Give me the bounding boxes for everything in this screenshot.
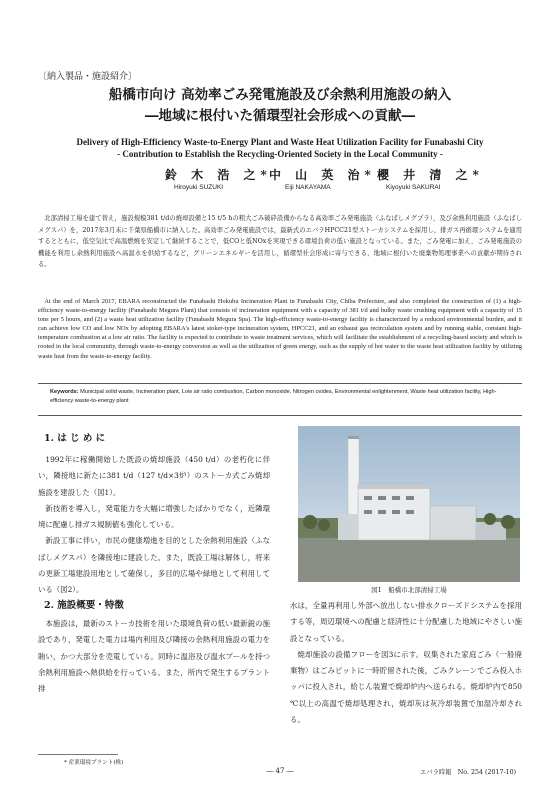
right-column-body	[290, 598, 522, 728]
author-name-ja: 鈴 木 浩 之*	[165, 168, 272, 182]
plant-photo	[298, 426, 520, 582]
title-en-line2: - Contribution to Establish the Recycling-Oriented Society in the Local Community -	[117, 149, 443, 159]
divider	[38, 415, 522, 416]
footnote: * 産業環境プラント(株)	[64, 760, 124, 766]
keywords	[50, 388, 515, 405]
title-english	[0, 136, 560, 160]
paragraph: 1992年に稼働開始した既設の焼却施設（450 t/d）の老朽化に伴い，隣接地に新たに381 t/d（127 t/d×3炉）のストーカ式ごみ焼却施設を建設した（図1）。	[38, 455, 270, 497]
author-name-en: Kiyoyuki SAKURAI	[386, 184, 441, 191]
footnote-divider	[38, 754, 118, 755]
title-japanese	[0, 85, 560, 127]
section-1-heading: 1. は じ め に	[44, 433, 106, 444]
author-name-en: Hiroyuki SUZUKI	[174, 184, 224, 191]
divider	[38, 383, 522, 384]
title-ja-line2: ―地域に根付いた循環型社会形成への貢献―	[145, 108, 415, 124]
journal-info: エバラ時報 No. 254 (2017-10)	[420, 769, 517, 776]
author-name-en: Eiji NAKAYAMA	[285, 184, 331, 191]
section-2-heading: 2. 施設概要・特徴	[44, 600, 124, 611]
section-1-body	[38, 452, 270, 599]
author-name-ja: 櫻 井 清 之*	[377, 168, 484, 182]
abstract-japanese: 北部清掃工場を建て替え，施設規模381 t/dの焼却設備と15 t/5 hの粗大ごみ破砕設備からなる高効率ごみ発電施設（ふなばしメグプラ），及び余熱利用施設（ふなばしメグスパ）を，2017年3月末に千葉県船橋市に納入した。高効率ごみ発電施設では，最新式のエバラHPCC21型ストーカシステムを採用し，排ガス再循環システムを適用するとともに，低空気比で高温燃焼を安定して継続することで，低COと低NOxを実現できる環境負荷の低い施設となっている。また，ごみ発電に加え，ごみ発電施設の機能を利用し余熱利用施設へ高温水を供給するなど，グリーンエネルギーを活用し，循環型社会形成に寄与できる，地域に根付いた廃棄物処理事業への貢献が期待される。	[38, 215, 522, 269]
page-number: ― 47 ―	[266, 767, 294, 775]
author-name-ja: 中 山 英 治*	[269, 168, 376, 182]
keywords-text: Municipal solid waste, Incineration plant, Low air ratio combustion, Carbon monoxide, Nitrogen oxides, Environmental enlightenment, Waste heat utilization facility, High-efficiency waste-to-energy plant	[50, 389, 497, 404]
paragraph: 新設工事に伴い，市民の健康増進を目的とした余熱利用施設（ふなばしメグスパ）を隣接地に建設した。また，既設工場は解体し，将来の更新工場建設用地として確保し，多目的広場や緑地として利用している（図2）。	[38, 536, 270, 595]
title-ja-line1: 船橋市向け 高効率ごみ発電施設及び余熱利用施設の納入	[108, 87, 452, 103]
abstract-english: At the end of March 2017, EBARA reconstructed the Funabashi Hokubu Incineration Plant in Funabashi City, Chiba Prefecture, and also completed the construction of (1) a high-efficiency waste-to-energy facility (Funabashi Megura Plant) that consists of incineration equipment with a capacity of 381 t/d and bulky waste crushing equipment with a capacity of 15 tons per 5 hours, and (2) a waste heat utilization facility (Funabashi Megura Spa). The high-efficiency waste-to-energy facility is characterized by a reduced environmental burden, and it can achieve low CO and low NOx by adopting EBARA's latest stoker-type incineration system, HPCC21, and an exhaust gas recirculation system and by running stable, constant high-temperature combustion at a low air ratio. The facility is expected to contribute to waste treatment services, which will facilitate the establishment of a recycling-based society and which is rooted in the local community, through waste-to-energy conversion as well as the utilization of green energy, such as the supply of hot water to the waste heat utilization facility by utilizing waste heat from the waste-to-energy facility.	[38, 298, 522, 360]
section-2-body	[38, 616, 270, 697]
title-en-line1: Delivery of High-Efficiency Waste-to-Energy Plant and Waste Heat Utilization Facility for Funabashi City	[76, 137, 484, 147]
paragraph: 焼却施設の設備フローを図3に示す。収集された家庭ごみ（一般廃棄物）はごみピットに一時貯留された後，ごみクレーンでごみ投入ホッパに投入され，給じん装置で焼却炉内へ送られる。焼却炉内で850 ℃以上の高温で焼却処理され，焼却灰は灰冷却装置で加湿冷却される。	[290, 649, 522, 725]
plant-illustration	[298, 426, 520, 582]
figure-caption: 図1 船橋市北部清掃工場	[371, 586, 447, 594]
keywords-label: Keywords:	[50, 389, 79, 395]
article-category: 〔納入製品・施設紹介〕	[38, 72, 138, 82]
paragraph: 新技術を導入し，発電能力を大幅に増強したばかりでなく，近隣環境に配慮し排ガス規制値も強化している。	[38, 503, 270, 530]
paragraph: 水は，全量再利用し外部へ放出しない排水クローズドシステムを採用する等，周辺環境への配慮と経済性に十分配慮した地域にやさしい施設となっている。	[290, 601, 522, 643]
paragraph: 本施設は，最新のストーカ技術を用いた環境負荷の低い最新鋭の施設であり，発電した電力は場内利用及び隣接の余熱利用施設の電力を賄い，かつ大部分を売電している。同時に温浴及び温水プールを持つ余熱利用施設へ熱供給を行っている。また，所内で発生するプラント排	[38, 619, 270, 694]
